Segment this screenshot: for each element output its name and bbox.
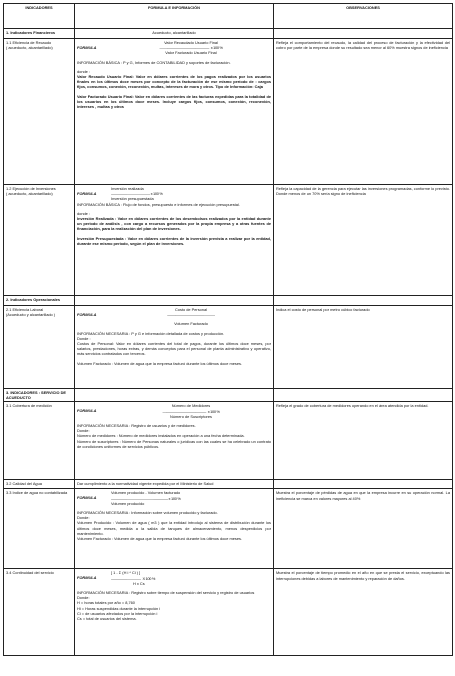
indicator-name: 3.3 Indice de agua no contabilizada [4,489,75,569]
info: INFORMACIÓN NECESARIA : Información sobre volumen producido y facturado. [77,510,218,516]
formula-numerator: Volumen producido - Volumen facturado [111,490,181,496]
donde-label: donde : [77,68,90,74]
formula-denominator: Inversión presupuestada [111,196,154,202]
fraction-line: ------------------------------ [111,575,141,581]
header-formula: FORMULA E INFORMACIÓN [75,4,274,29]
section-operational-row [4,296,453,306]
observation: Refleja el comportamiento del recaudo, la calidad del proceso de facturación y la efectividad del cobro por parte de la empresa donde su resultado sea menor al 60% muestra signos de ineficiencia [274,39,453,185]
formula-numerator: Número de Medidores [171,403,211,409]
formula-multiplier: X 100 % [142,575,156,581]
donde-label: Donde: [77,515,90,521]
observation: Muestra el porcentaje de pérdidas de agua en que la empresa incurre en su operación normal. La ineficiencia se marca en valores mayores al 40% [274,489,453,569]
definition: Número de suscriptores : Número de Personas naturales o jurídicas con las cuales se ha celebrado un contrato de condiciones uniformes de servicios públicos. [77,438,271,449]
definition: Volumen Facturado : Volumen de agua que la empresa facturó durante los últimos doce meses. [77,536,243,542]
section-financial-title: 1. Indicadores Financieros [4,29,75,39]
indicator-row [4,306,453,389]
donde-label: Donde : [77,335,91,341]
empty-cell [274,29,453,39]
formula-label: FORMULA [77,312,97,317]
formula-cell [75,39,274,185]
empty-cell [75,389,274,402]
indicator-name: 3.4 Continuidad del servicio [4,569,75,656]
variable-definition: Ci = de usuarios afectados por la interrupción i [77,610,158,616]
formula [77,186,271,202]
indicator-name-cell [4,185,75,296]
formula-multiplier: x 100 % [210,45,223,51]
formula-multiplier: x 100 % [150,191,163,197]
definition: Volumen Facturado : Volumen de agua que la empresa facturó durante los últimos doce meses. [77,360,243,366]
formula-denominator: Valor Facturado Usuario Final [165,50,217,56]
indicator-name: 1.1 Eficiencia de Recaudo [6,40,52,45]
observation: Refleja el grado de cobertura de medidores operando en el área atendida por la entidad. [274,402,453,480]
info: INFORMACIÓN NECESARIA : Registro sobre tiempo de suspensión del servicio y registro de usuarios [77,590,255,596]
indicators-table [3,3,453,656]
indicator-name-cell [4,306,75,389]
indicator-row [4,480,453,489]
fraction-line: --------------------------------------- [111,191,150,197]
definition: Valor Facturado Usuario Final: Valor en dólares corrientes de las facturas expedidas para la totalidad de los usuarios en los últimos doce meses. Incluye cargos fijos, consumos, conexión, reconexión, intereses , multas y otros [77,93,271,110]
formula-label: FORMULA [77,408,97,414]
formula-numerator: Costo de Personal [174,307,207,312]
formula-label: FORMULA [77,495,97,501]
indicator-row [4,185,453,296]
section-financial-subtitle: Acueducto, alcantarillado [75,29,274,39]
basic-info: INFORMACIÓN BÁSICA : P y G, Informes de CONTABILIDAD y soportes de facturación. [77,59,231,65]
formula-cell [75,569,274,656]
formula-multiplier: x 100 % [207,408,220,414]
indicator-row [4,402,453,480]
fraction-line: -------------------------------------------- [162,408,207,414]
formula-label: FORMULA [77,575,97,581]
fraction-line: ------------------------------------------------ [167,312,215,318]
formula [77,570,271,586]
indicator-text: Dar cumplimiento a la normatividad vigente expedida por el Ministerio de Salud [75,480,274,489]
formula-label: FORMULA [77,191,97,196]
variable-definition: Cs = total de usuarios del sistema. [77,616,137,622]
formula-cell [75,489,274,569]
header-row [4,4,453,29]
formula-label: FORMULA [77,45,97,50]
indicator-name: 3.1 Cobertura de medición [4,402,75,480]
formula [77,307,271,327]
indicator-name: 3.2 Calidad del Agua [4,480,75,489]
info: INFORMACIÓN NECESARIA : P y G e información detallada de costos y producción. [77,330,225,336]
formula-cell [75,306,274,389]
definition: Volumen Producido : Volumen de agua ( m3 ) que la entidad introdujo al sistema de distribución durante los últimos doce meses, medida a la salida de tanques de almacenamiento, menos desperdicios por mantenimiento. [77,520,271,536]
empty-cell [274,296,453,306]
indicator-row [4,569,453,656]
empty-cell [274,389,453,402]
formula [77,40,271,56]
definition: Valor Recaudo Usuario Final: Valor en dólares corrientes de los pagos realizados por los usuarios finales en los últimos doce meses por concepto de la facturación de ese mismo período de : cargos fijos, consumos, conexión, reconexión, multas, intereses de mora y otros. Tipo de Información: Caja [77,74,271,90]
indicator-scope: ( acueducto, alcantarillado) [6,45,53,51]
indicator-name: 2.1 Eficiencia Laboral [6,307,44,312]
indicator-scope: ( acueducto, alcantarillado) [6,191,53,197]
header-observaciones: OBSERVACIONES [274,4,453,29]
indicator-row [4,39,453,185]
fraction-line: -------------------------------------------------- [159,45,210,51]
indicator-scope: (Acueducto y alcantarillado ) [6,312,56,318]
formula-numerator: [ 1 - Σ (H i * Ci ) ] [111,570,141,576]
formula [77,490,271,506]
variable-definition: H = horas totales por año = 8,760 [77,600,135,606]
formula-cell [75,402,274,480]
basic-info: INFORMACIÓN BÁSICA : Flujo de fondos, presupuesto e informes de ejecución presupuestal. [77,201,240,207]
definition: Inversión Presupuestada : Valor en dólares corrientes de la inversión prevista a realizar por la entidad, durante ese mismo periodo, según el plan de inversiones. [77,235,271,246]
info: INFORMACIÓN NECESARIA : Registro de usuarios y de medidores. [77,423,196,429]
empty-cell [274,480,453,489]
section-aqueduct-row [4,389,453,402]
formula-multiplier: x 100 % [168,495,181,501]
donde-label: Donde: [77,595,90,601]
definition: Costos de Personal: Valor en dólares corrientes del total de pagos, durante los últimos doce meses, por salarios, prestaciones, horas extras, y demás conceptos para el personal de planta administrativo y operativo, más servicios contratados con terceros. [77,341,271,357]
observation: Refleja la capacidad de la gerencia para ejecutar las inversiones programadas, conforme lo previsto. Donde menos de un 70% sería signo de ineficiencia [274,185,453,296]
definition: Número de medidores : Número de medidores instalados en operación a una fecha determinada. [77,433,245,439]
header-indicadores: INDICADORES [4,4,75,29]
donde-label: donde : [77,210,90,216]
donde-label: Donde: [77,428,90,434]
formula-denominator: Volumen Facturado [174,321,208,327]
formula-denominator: H x Cs [133,580,145,586]
observation: Muestra el porcentaje de tiempo promedio en el año en que se presta el servicio, exceptuando las interrupciones debidas a labores de mantenimiento y reparación de daños. [274,569,453,656]
indicator-row [4,489,453,569]
formula-cell [75,185,274,296]
indicator-name-cell [4,39,75,185]
formula-denominator: Número de Suscriptores [170,413,212,419]
definition: Inversión Realizada : Valor en dólares corrientes de los desembolsos realizados por la entidad durante un periodo de análisis , con cargo a recursos generados por la propia empresa y a otras fuentes de financiación, para la realización del plan de inversiones. [77,216,271,232]
section-operational-title: 2. Indicadores Operacionales [4,296,75,306]
indicator-name: 1.2 Ejecución de Inversiones [6,186,56,191]
formula-numerator: Valor Recaudado Usuario Final [164,40,218,45]
section-financial-row [4,29,453,39]
fraction-line: --------------------------------------------------------- [111,495,168,501]
formula [77,403,271,419]
section-aqueduct-title: 3. INDICADORES : SERVICIO DE ACUEDUCTO [4,389,75,402]
formula-denominator: Volumen producido [111,500,145,506]
variable-definition: Hi = Horas suspendidas durante la interrupción i [77,605,161,611]
formula-numerator: Inversión realizada [111,186,144,191]
empty-cell [75,296,274,306]
observation: Indica el costo de personal por metro cúbico facturado [274,306,453,389]
